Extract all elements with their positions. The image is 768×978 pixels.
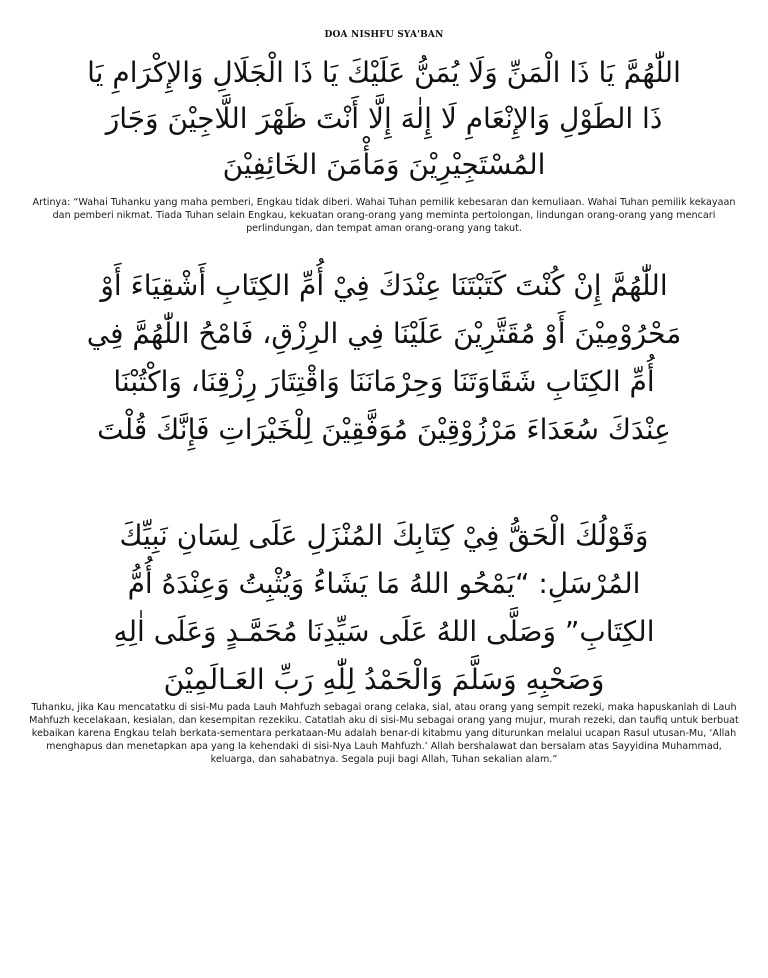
arabic-prayer-part-3: [20, 512, 748, 704]
page-title: DOA NISHFU SYA'BAN: [324, 30, 444, 40]
arabic-line: المُسْتَجِيْرِيْنَ وَمَأْمَنَ الخَائِفِيْنَ: [222, 148, 546, 181]
arabic-line: عِنْدَكَ سُعَدَاءَ مَرْزُوْقِيْنَ مُوَفَّقِيْنَ لِلْخَيْرَاتِ فَإِنَّكَ قُلْتَ: [97, 413, 671, 446]
arabic-line: اللّٰهُمَّ إِنْ كُنْتَ كَتَبْتَنَا عِنْدَكَ فِيْ أُمِّ الكِتَابِ أَشْقِيَاءَ أَوْ: [100, 269, 668, 302]
arabic-prayer-part-1: [20, 50, 748, 188]
translation-part-2: Tuhanku, jika Kau mencatatku di sisi-Mu pada Lauh Mahfuzh sebagai orang celaka, sial, atau orang yang sempit rezeki, maka hapuskanlah di Lauh Mahfuzh kecelakaan, kesialan, dan kesempitan rezekiku. Catatlah aku di sisi-Mu sebagai orang yang mujur, murah rezeki, dan taufiq untuk berbuat kebaikan karena Engkau telah berkata-sementara perkataan-Mu adalah benar-di kitabmu yang diturunkan melalui ucapan Rasul utusan-Mu, ‘Allah menghapus dan menetapkan apa yang Ia kehendaki di sisi-Nya Lauh Mahfuzh.’ Allah bershalawat dan bersalam atas Sayyidina Muhammad, keluarga, dan sahabatnya. Segala puji bagi Allah, Tuhan sekalian alam.”: [29, 702, 739, 765]
arabic-line: اللّٰهُمَّ يَا ذَا الْمَنِّ وَلَا يُمَنُّ عَلَيْكَ يَا ذَا الْجَلَالِ وَالإِكْرَامِ يَا: [87, 56, 681, 89]
arabic-line: مَحْرُوْمِيْنَ أَوْ مُقَتَّرِيْنَ عَلَيْنَا فِي الرِزْقِ، فَامْحُ اللّٰهُمَّ فِي: [86, 317, 682, 350]
arabic-line: المُرْسَلِ: “يَمْحُو اللهُ مَا يَشَاءُ وَيُثْبِتُ وَعِنْدَهُ أُمُّ: [127, 567, 641, 600]
translation-part-1: Artinya: “Wahai Tuhanku yang maha pemberi, Engkau tidak diberi. Wahai Tuhan pemilik kebesaran dan kemuliaan. Wahai Tuhan pemilik kekayaan dan pemberi nikmat. Tiada Tuhan selain Engkau, kekuatan orang-orang yang meminta pertolongan, lindungan orang-orang yang mencari perlindungan, dan tempat aman orang-orang yang takut.: [32, 197, 736, 234]
arabic-line: أُمِّ الكِتَابِ شَقَاوَتَنَا وَحِرْمَانَنَا وَاقْتِتَارَ رِزْقِنَا، وَاكْتُبْنَا: [113, 365, 655, 398]
arabic-line: ذَا الطَوْلِ وَالإِنْعَامِ لَا إِلٰهَ إِلَّا أَنْتَ ظَهْرَ اللَّاجِيْنَ وَجَارَ: [105, 102, 663, 135]
arabic-prayer-part-2: [20, 262, 748, 454]
arabic-line: وَصَحْبِهِ وَسَلَّمَ وَالْحَمْدُ لِلّٰهِ رَبِّ العَـالَمِيْنَ: [163, 663, 605, 696]
arabic-line: الكِتَابِ” وَصَلَّى اللهُ عَلَى سَيِّدِنَا مُحَمَّـدٍ وَعَلَى اٰلِهِ: [113, 615, 655, 648]
arabic-line: وَقَوْلُكَ الْحَقُّ فِيْ كِتَابِكَ المُنْزَلِ عَلَى لِسَانِ نَبِيِّكَ: [119, 519, 649, 552]
